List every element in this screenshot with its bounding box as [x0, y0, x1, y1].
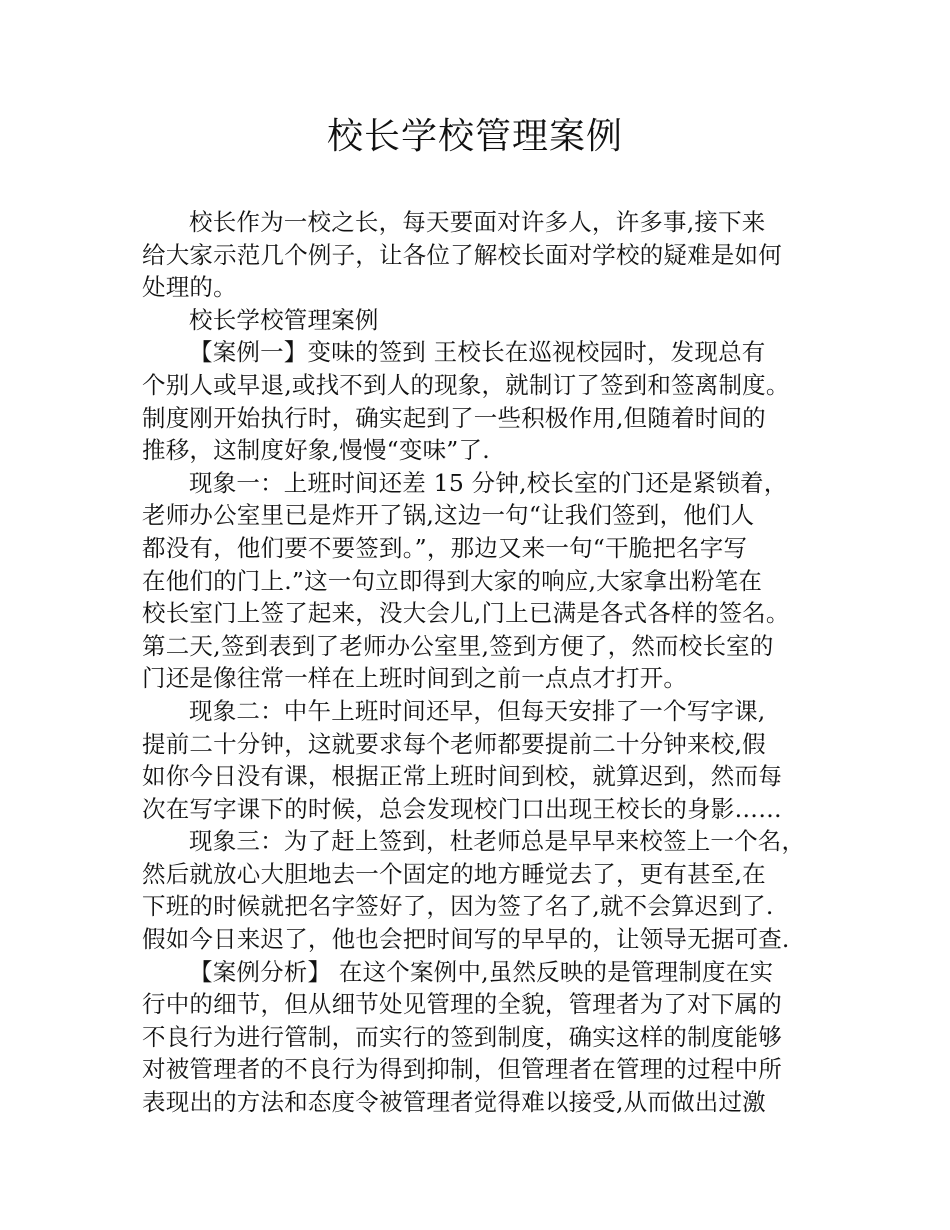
text-line: 都没有，他们要不要签到。”，那边又来一句“干脆把名字写: [142, 533, 748, 562]
text-line: 【案例一】变味的签到 王校长在巡视校园时，发现总有: [189, 338, 766, 367]
text-line: 下班的时候就把名字签好了，因为签了名了,就不会算迟到了.: [142, 892, 774, 921]
text-line: 校长学校管理案例: [189, 305, 379, 334]
text-line: 制度刚开始执行时，确实起到了一些积极作用,但随着时间的: [142, 403, 766, 432]
text-line: 个别人或早退,或找不到人的现象，就制订了签到和签离制度。: [142, 370, 790, 399]
text-line: 校长作为一校之长，每天要面对许多人，许多事,接下来: [189, 208, 766, 236]
text-line: 然后就放心大胆地去一个固定的地方睡觉去了，更有甚至,在: [142, 859, 766, 888]
text-line: 不良行为进行管制，而实行的签到制度，确实这样的制度能够: [142, 1022, 782, 1051]
text-line: 假如今日来迟了，他也会把时间写的早早的，让领导无据可查.: [142, 925, 790, 954]
text-line: 表现出的方法和态度令被管理者觉得难以接受,从而做出过激: [142, 1088, 766, 1117]
text-line: 现象一：上班时间还差 15 分钟,校长室的门还是紧锁着，: [189, 468, 788, 497]
text-line: 第二天,签到表到了老师办公室里,签到方便了，然而校长室的: [142, 631, 774, 660]
text-line: 如你今日没有课，根据正常上班时间到校，就算迟到，然而每: [142, 762, 782, 791]
text-line: 老师办公室里已是炸开了锅,这边一句“让我们签到，他们人: [142, 501, 755, 530]
text-line: 次在写字课下的时候，总会发现校门口出现王校长的身影……: [142, 794, 782, 823]
text-line: 处理的。: [142, 273, 237, 302]
text-line: 门还是像往常一样在上班时间到之前一点点才打开。: [142, 664, 688, 693]
page-title: 校长学校管理案例: [326, 116, 623, 157]
text-line: 推移，这制度好象,慢慢“变味”了.: [142, 436, 490, 465]
text-line: 提前二十分钟，这就要求每个老师都要提前二十分钟来校,假: [142, 729, 766, 758]
text-line: 现象二：中午上班时间还早，但每天安排了一个写字课,: [189, 696, 766, 725]
text-line: 行中的细节，但从细节处见管理的全貌，管理者为了对下属的: [142, 990, 782, 1019]
text-line: 【案例分析】 在这个案例中,虽然反映的是管理制度在实: [189, 957, 774, 986]
document-body: [142, 206, 824, 1119]
text-line: 给大家示范几个例子，让各位了解校长面对学校的疑难是如何: [142, 240, 782, 269]
text-line: 现象三：为了赶上签到，杜老师总是早早来校签上一个名，: [189, 827, 806, 856]
text-line: 在他们的门上.”这一句立即得到大家的响应,大家拿出粉笔在: [142, 566, 763, 595]
text-line: 对被管理者的不良行为得到抑制，但管理者在管理的过程中所: [142, 1055, 782, 1084]
text-line: 校长室门上签了起来，没大会儿,门上已满是各式各样的签名。: [142, 599, 790, 628]
